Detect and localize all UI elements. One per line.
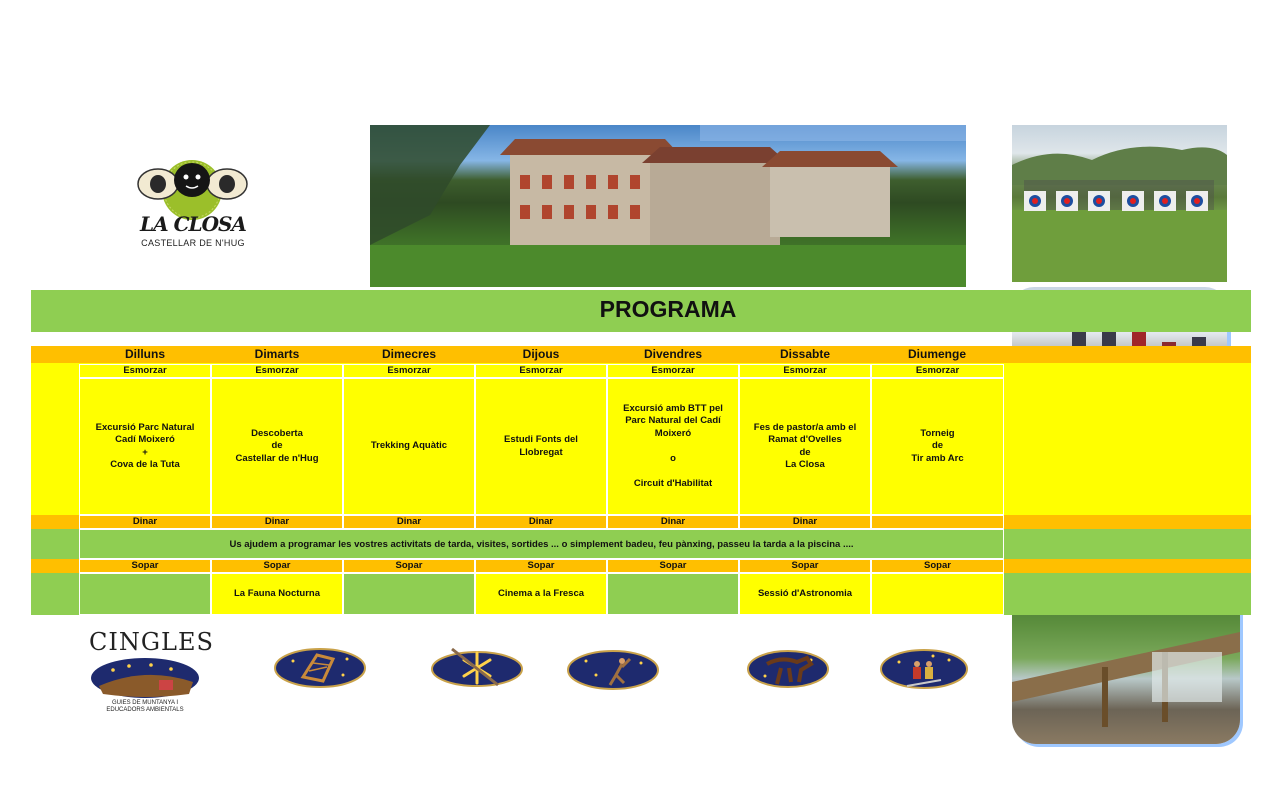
activity-cell-divendres: Excursió amb BTT pel Parc Natural del Cadí Moixeró o Circuit d'Habilitat: [607, 378, 739, 515]
lunch-cell: Dinar: [343, 515, 475, 529]
evening-cell: [871, 573, 1004, 615]
snowflake-badge-icon: [430, 645, 524, 687]
evening-cell: Cinema a la Fresca: [475, 573, 607, 615]
horse-badge-icon: [741, 648, 835, 690]
climber-badge-icon: [566, 649, 660, 691]
page-title: PROGRAMA: [599, 296, 737, 322]
activity-cell-diumenge: Torneig de Tir amb Arc: [871, 378, 1004, 515]
evening-cell: [607, 573, 739, 615]
lunch-cell: [871, 515, 1004, 529]
dinner-cell: Sopar: [79, 559, 211, 573]
logo-name: LA CLOSA: [140, 212, 246, 236]
cingles-subtitle: GUIES DE MUNTANYA I EDUCADORS AMBIENTALS: [106, 700, 184, 713]
activity-cell-dimecres: Trekking Aquàtic: [343, 378, 475, 515]
dinner-cell: Sopar: [343, 559, 475, 573]
breakfast-cell: Esmorzar: [871, 364, 1004, 378]
breakfast-cell: Esmorzar: [607, 364, 739, 378]
breakfast-cell: Esmorzar: [739, 364, 871, 378]
activity-cell-dissabte: Fes de pastor/a amb el Ramat d'Ovelles de La Closa: [739, 378, 871, 515]
cingles-name: CINGLES: [89, 628, 214, 656]
day-header: Dissabte: [779, 347, 831, 361]
day-header: Diumenge: [907, 347, 966, 361]
dinner-cell: Sopar: [607, 559, 739, 573]
lunch-cell: Dinar: [79, 515, 211, 529]
lunch-cell: Dinar: [607, 515, 739, 529]
evening-cell: Sessió d'Astronomia: [739, 573, 871, 615]
lunch-cell: Dinar: [475, 515, 607, 529]
dinner-cell: Sopar: [211, 559, 343, 573]
breakfast-cell: Esmorzar: [475, 364, 607, 378]
breakfast-cell: Esmorzar: [79, 364, 211, 378]
cingles-logo: [85, 628, 214, 723]
snowshoe-badge-icon: [273, 647, 367, 689]
afternoon-note: Us ajudem a programar les vostres activitats de tarda, visites, sortides ... o simplement badeu, feu pànxing, passeu la tarda a la piscina ....: [79, 529, 1004, 559]
lunch-cell: Dinar: [211, 515, 343, 529]
breakfast-cell: Esmorzar: [343, 364, 475, 378]
day-header: Dimarts: [254, 347, 300, 361]
activity-cell-dilluns: Excursió Parc Natural Cadí Moixeró + Cova de la Tuta: [79, 378, 211, 515]
evening-cell: [79, 573, 211, 615]
la-closa-logo: [128, 150, 258, 255]
house-photo: [370, 125, 966, 287]
day-header: Dimecres: [381, 347, 437, 361]
day-header: Dijous: [522, 347, 560, 361]
dinner-cell: Sopar: [475, 559, 607, 573]
sheep-logo-icon: [128, 150, 258, 220]
logo-subtitle: CASTELLAR DE N'HUG: [141, 238, 245, 248]
day-header: Divendres: [643, 347, 703, 361]
day-header: Dilluns: [124, 347, 165, 361]
dinner-cell: Sopar: [739, 559, 871, 573]
activity-cell-dimarts: Descoberta de Castellar de n'Hug: [211, 378, 343, 515]
dinner-cell: Sopar: [871, 559, 1004, 573]
cingles-emblem-icon: [89, 656, 201, 700]
evening-cell: La Fauna Nocturna: [211, 573, 343, 615]
archery-photo: [1012, 125, 1227, 282]
activity-cell-dijous: Estudi Fonts del Llobregat: [475, 378, 607, 515]
lunch-cell: Dinar: [739, 515, 871, 529]
breakfast-cell: Esmorzar: [211, 364, 343, 378]
evening-cell: [343, 573, 475, 615]
riders-badge-icon: [877, 648, 971, 690]
